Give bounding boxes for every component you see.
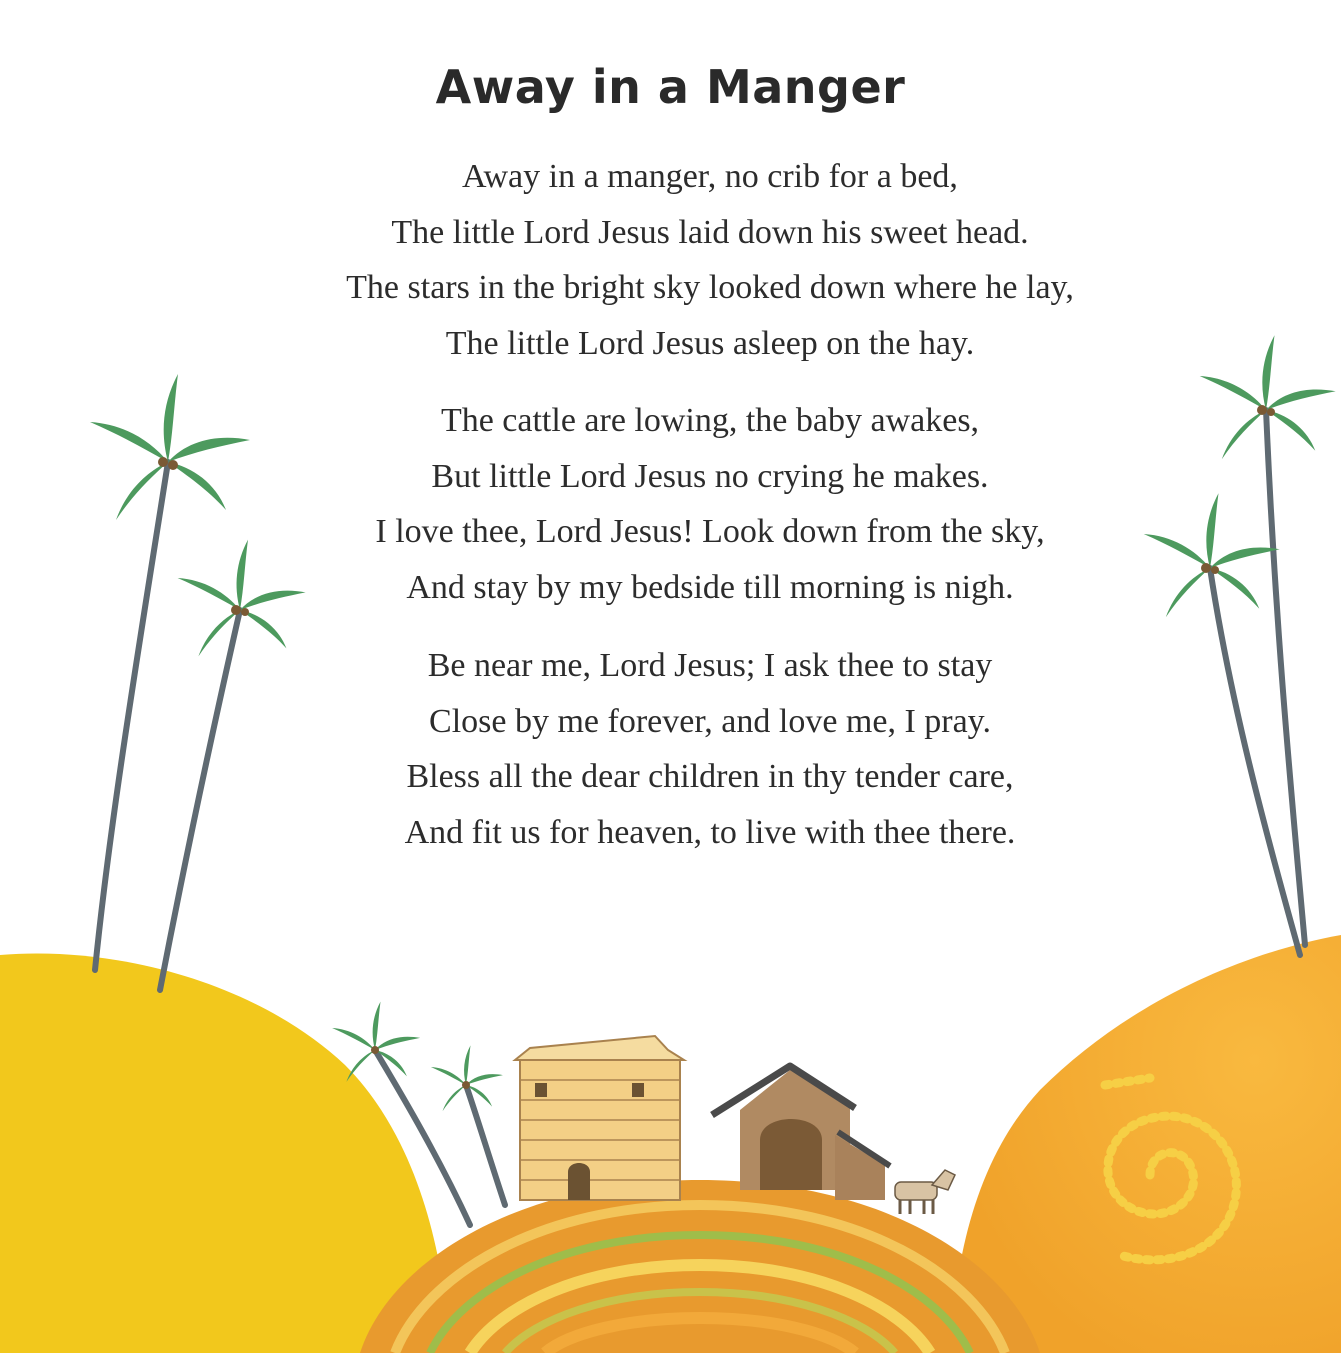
lyric-line: The stars in the bright sky looked down where he lay,: [346, 269, 1074, 306]
stanza-1: [200, 149, 1220, 371]
lyric-line: I love thee, Lord Jesus! Look down from the sky,: [375, 513, 1045, 550]
stanza-3: [200, 638, 1220, 860]
lyric-line: And fit us for heaven, to live with thee there.: [404, 813, 1016, 851]
palm-tree-small-2: [431, 1045, 503, 1111]
lyric-line: The cattle are lowing, the baby awakes,: [440, 402, 980, 439]
lyric-line: But little Lord Jesus no crying he makes.: [431, 457, 989, 495]
page-title: Away in a Manger: [435, 60, 906, 114]
stable: [712, 1066, 890, 1200]
brick-tower: [515, 1036, 684, 1200]
right-hill: [950, 935, 1341, 1353]
lyric-line: The little Lord Jesus laid down his sweet head.: [391, 213, 1029, 251]
lyric-line: Bless all the dear children in thy tender care,: [406, 758, 1014, 795]
stanza-2: [200, 393, 1220, 615]
donkey: [895, 1170, 955, 1214]
left-hill: [0, 953, 450, 1353]
lyric-line: The little Lord Jesus asleep on the hay.: [445, 324, 975, 362]
lyric-line: Close by me forever, and love me, I pray.: [429, 702, 991, 740]
lyric-line: Away in a manger, no crib for a bed,: [462, 158, 958, 195]
lyric-line: And stay by my bedside till morning is nigh.: [406, 568, 1014, 606]
lyric-line: Be near me, Lord Jesus; I ask thee to stay: [427, 647, 993, 684]
